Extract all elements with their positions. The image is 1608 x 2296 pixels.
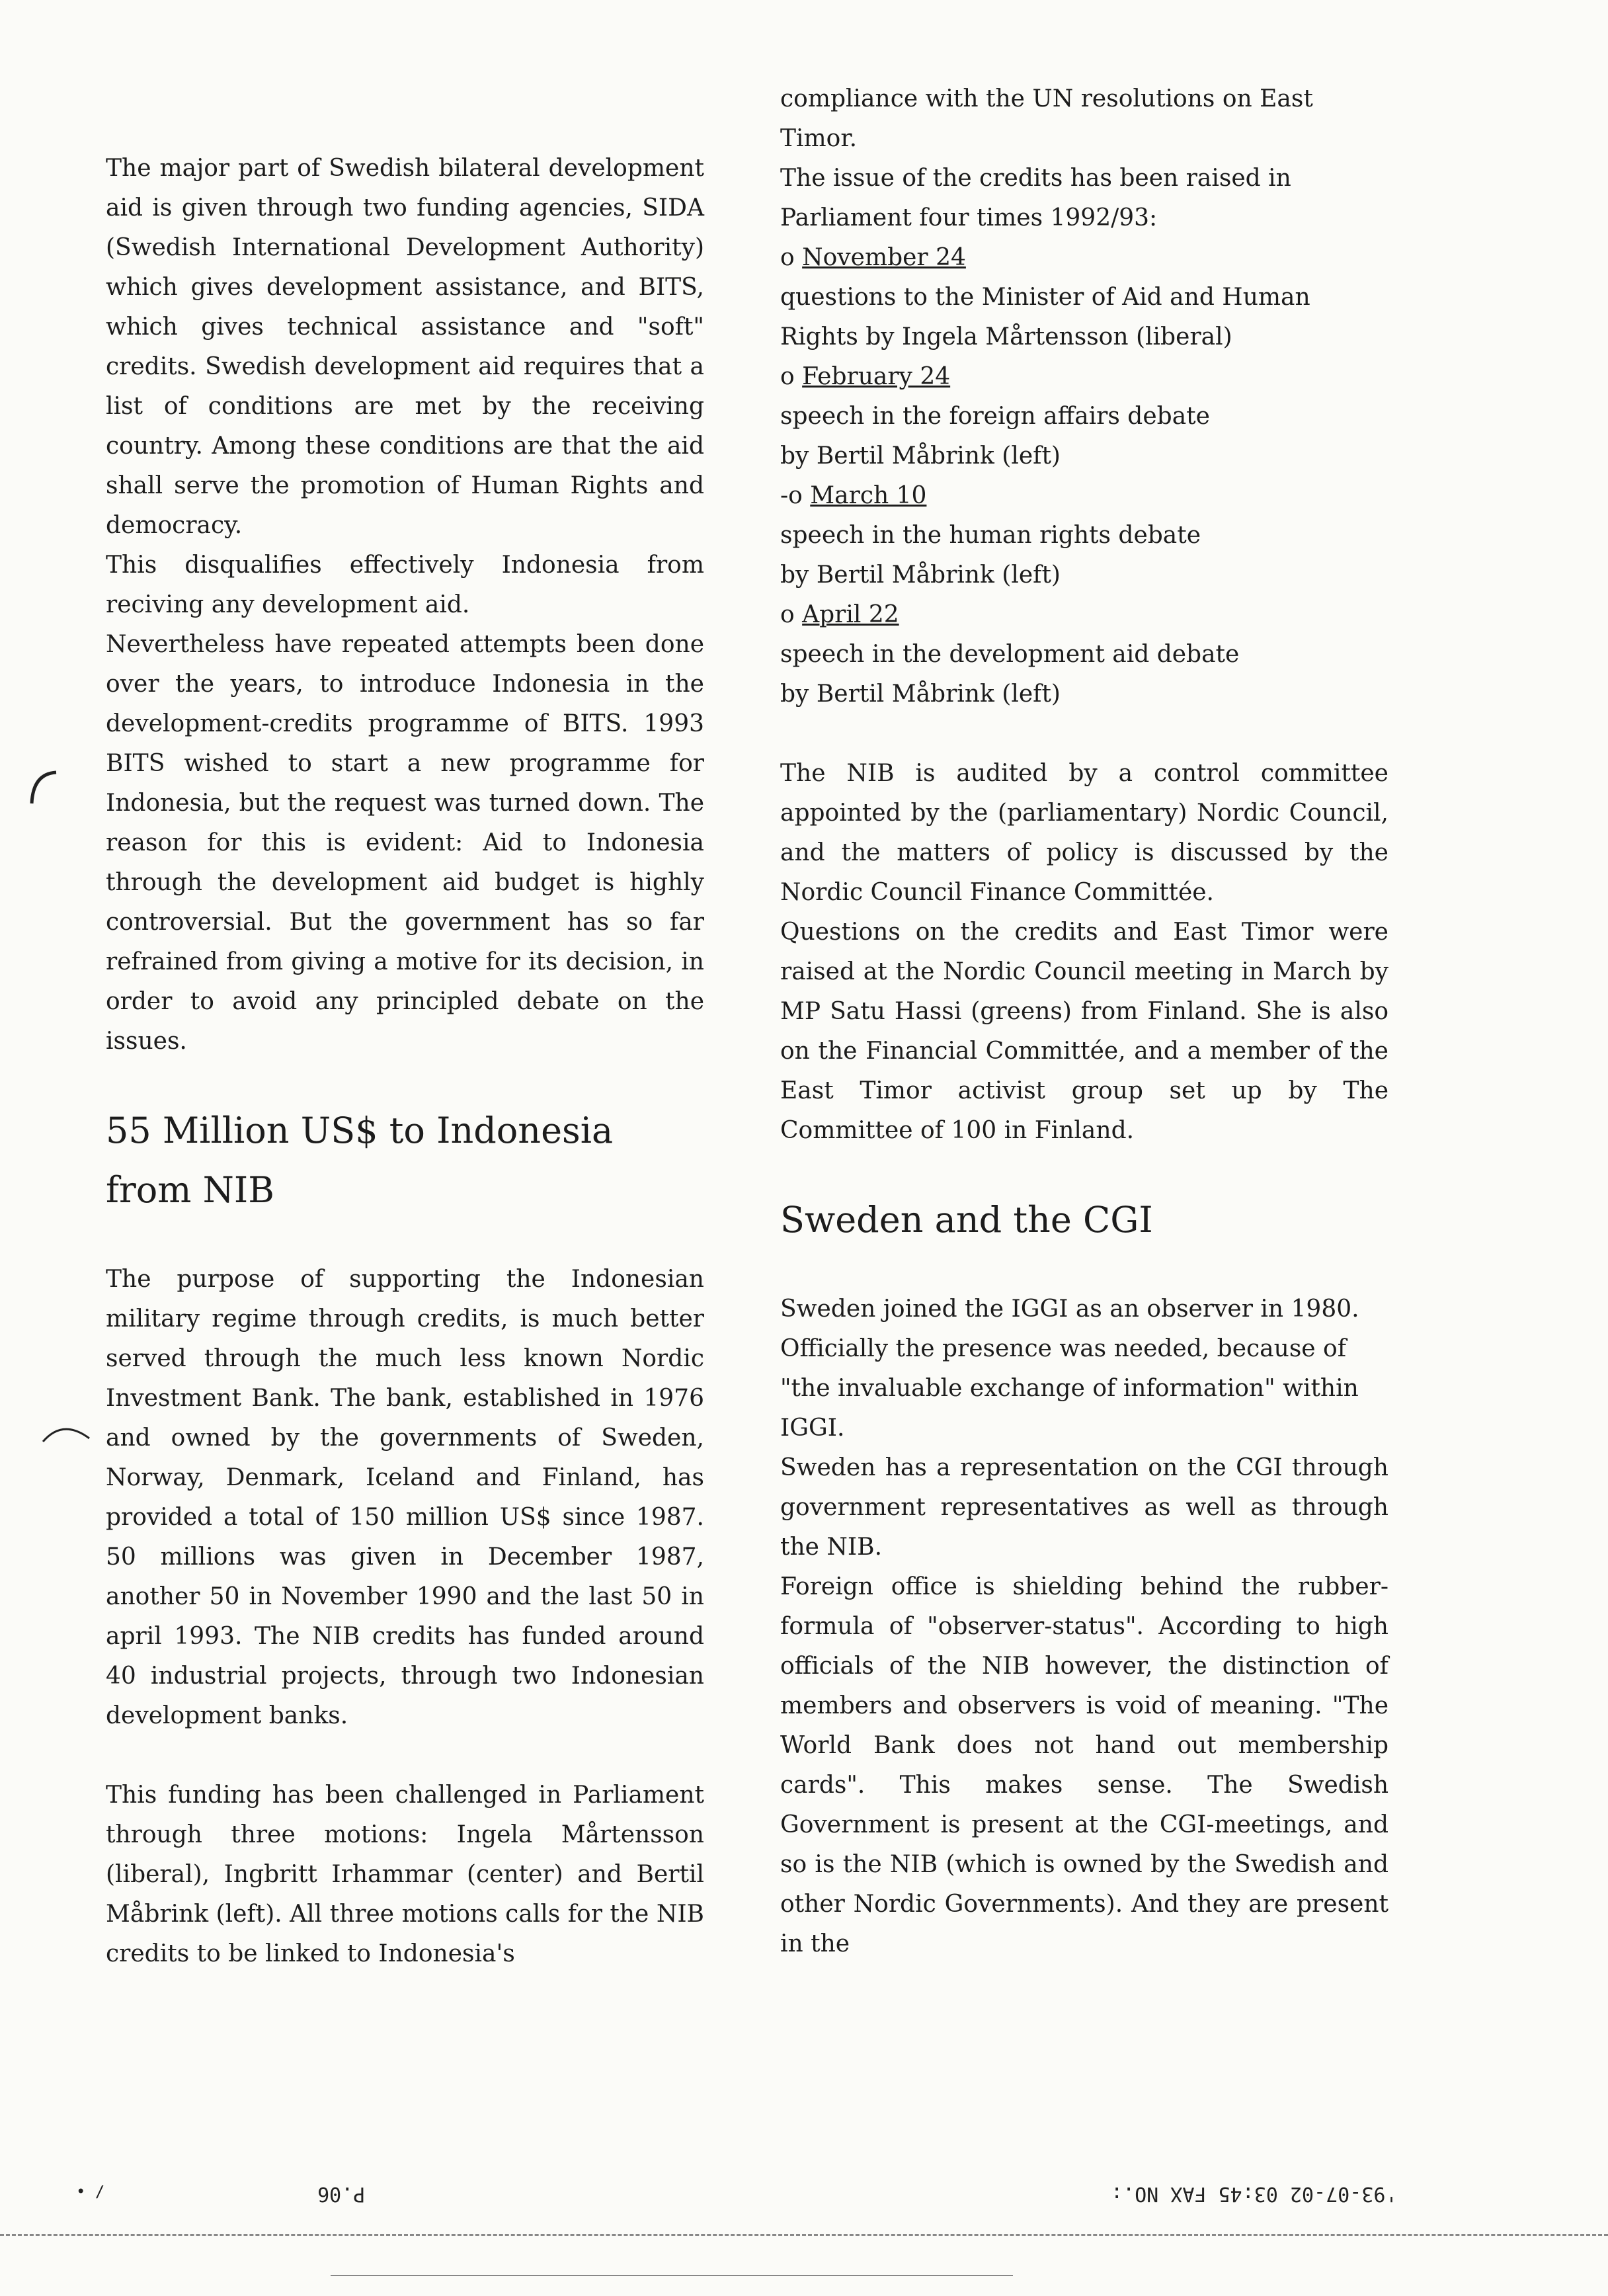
left-heading: 55 Million US$ to Indonesia from NIB xyxy=(106,1110,614,1211)
left-paragraph-5: This funding has been challenged in Parliament through three motions: Ingela Mårtensson (liberal), Ingbritt Irhammar (center) and Bertil Måbrink (left). All three motions calls for the NIB credits to be linked to Indonesia's xyxy=(106,1782,704,1967)
debate-item-text: by Bertil Måbrink (left) xyxy=(780,561,1061,589)
scan-mark-icon xyxy=(40,1415,93,1455)
footer-fax-header: '93-07-02 03:45 FAX NO.: xyxy=(1111,2182,1398,2205)
debate-item-text: by Bertil Måbrink (left) xyxy=(780,442,1061,470)
right-column xyxy=(780,79,1388,1964)
right-paragraph-4: Questions on the credits and East Timor were raised at the Nordic Council meeting in March by MP Satu Hassi (greens) from Finland. She is also on the Financial Committée, and a member of the East Timor activist group set up by The Committee of 100 in Finland. xyxy=(780,919,1388,1144)
debate-item xyxy=(780,595,1388,714)
right-paragraph-1: compliance with the UN resolutions on East Timor. xyxy=(780,85,1313,152)
debate-date: November 24 xyxy=(802,244,966,271)
debate-item-date-line: -o March 10 xyxy=(780,482,927,509)
debate-item-text: speech in the development aid debate xyxy=(780,641,1240,668)
left-paragraph-3: Nevertheless have repeated attempts been done over the years, to introduce Indonesia in the development-credits programme of BITS. 1993 BITS wished to start a new programme for Indonesia, but the request was turned down. The reason for this is evident: Aid to Indonesia through the development aid budget is highly controversial. But the government has so far refrained from giving a motive for its decision, in order to avoid any principled debate on the issues. xyxy=(106,631,704,1055)
debate-item-date-line: o February 24 xyxy=(780,363,951,390)
scan-mark-icon xyxy=(26,767,60,807)
right-paragraph-2: The issue of the credits has been raised in Parliament four times 1992/93: xyxy=(780,165,1291,231)
left-column xyxy=(106,149,704,1974)
footer-page-number: P.06 xyxy=(317,2182,366,2205)
debate-item-text: by Bertil Måbrink (left) xyxy=(780,680,1061,708)
left-paragraph-4: The purpose of supporting the Indonesian military regime through credits, is much better served through the much less known Nordic Investment Bank. The bank, established in 1976 and owned by the governments of Sweden, Norway, Denmark, Iceland and Finland, has provided a total of 150 million US$ since 1987. 50 millions was given in December 1987, another 50 in November 1990 and the last 50 in april 1993. The NIB credits has funded around 40 industrial projects, through two Indonesian development banks. xyxy=(106,1266,704,1729)
right-paragraph-3: The NIB is audited by a control committee appointed by the (parliamentary) Nordic Council, and the matters of policy is discussed by the Nordic Council Finance Committée. xyxy=(780,760,1388,906)
debate-date: March 10 xyxy=(810,482,927,509)
right-paragraph-5: Sweden joined the IGGI as an observer in 1980. xyxy=(780,1295,1359,1323)
debate-item-text: questions to the Minister of Aid and Human Rights by Ingela Mårtensson (liberal) xyxy=(780,284,1310,350)
debate-item xyxy=(780,476,1388,595)
debate-date: April 22 xyxy=(802,601,899,628)
scan-edge-line xyxy=(331,2275,1013,2276)
debate-date: February 24 xyxy=(802,363,951,390)
debate-item xyxy=(780,357,1388,476)
scan-edge-line xyxy=(0,2234,1608,2236)
right-paragraph-8: Foreign office is shielding behind the rubber-formula of "observer-status". According to high officials of the NIB however, the distinction of members and observers is void of meaning. "The World Bank does not hand out membership cards". This makes sense. The Swedish Government is present at the CGI-meetings, and so is the NIB (which is owned by the Swedish and other Nordic Governments). And they are present in the xyxy=(780,1573,1388,1957)
left-paragraph-2: This disqualifies effectively Indonesia from reciving any development aid. xyxy=(106,552,704,618)
footer-marks: • / xyxy=(76,2182,105,2201)
debate-item xyxy=(780,238,1388,357)
debate-item-text: speech in the human rights debate xyxy=(780,522,1201,549)
left-paragraph-1: The major part of Swedish bilateral development aid is given through two funding agencies, SIDA (Swedish International Development Authority) which gives development assistance, and BITS, which gives technical assistance and "soft" credits. Swedish development aid requires that a list of conditions are met by the receiving country. Among these conditions are that the aid shall serve the promotion of Human Rights and democracy. xyxy=(106,155,704,539)
debate-item-date-line: o April 22 xyxy=(780,601,899,628)
right-heading: Sweden and the CGI xyxy=(780,1199,1153,1241)
debate-item-date-line: o November 24 xyxy=(780,244,966,271)
debate-item-text: speech in the foreign affairs debate xyxy=(780,403,1210,430)
right-paragraph-6: Officially the presence was needed, because of "the invaluable exchange of information" within IGGI. xyxy=(780,1335,1359,1442)
right-paragraph-7: Sweden has a representation on the CGI through government representatives as well as through the NIB. xyxy=(780,1454,1388,1561)
